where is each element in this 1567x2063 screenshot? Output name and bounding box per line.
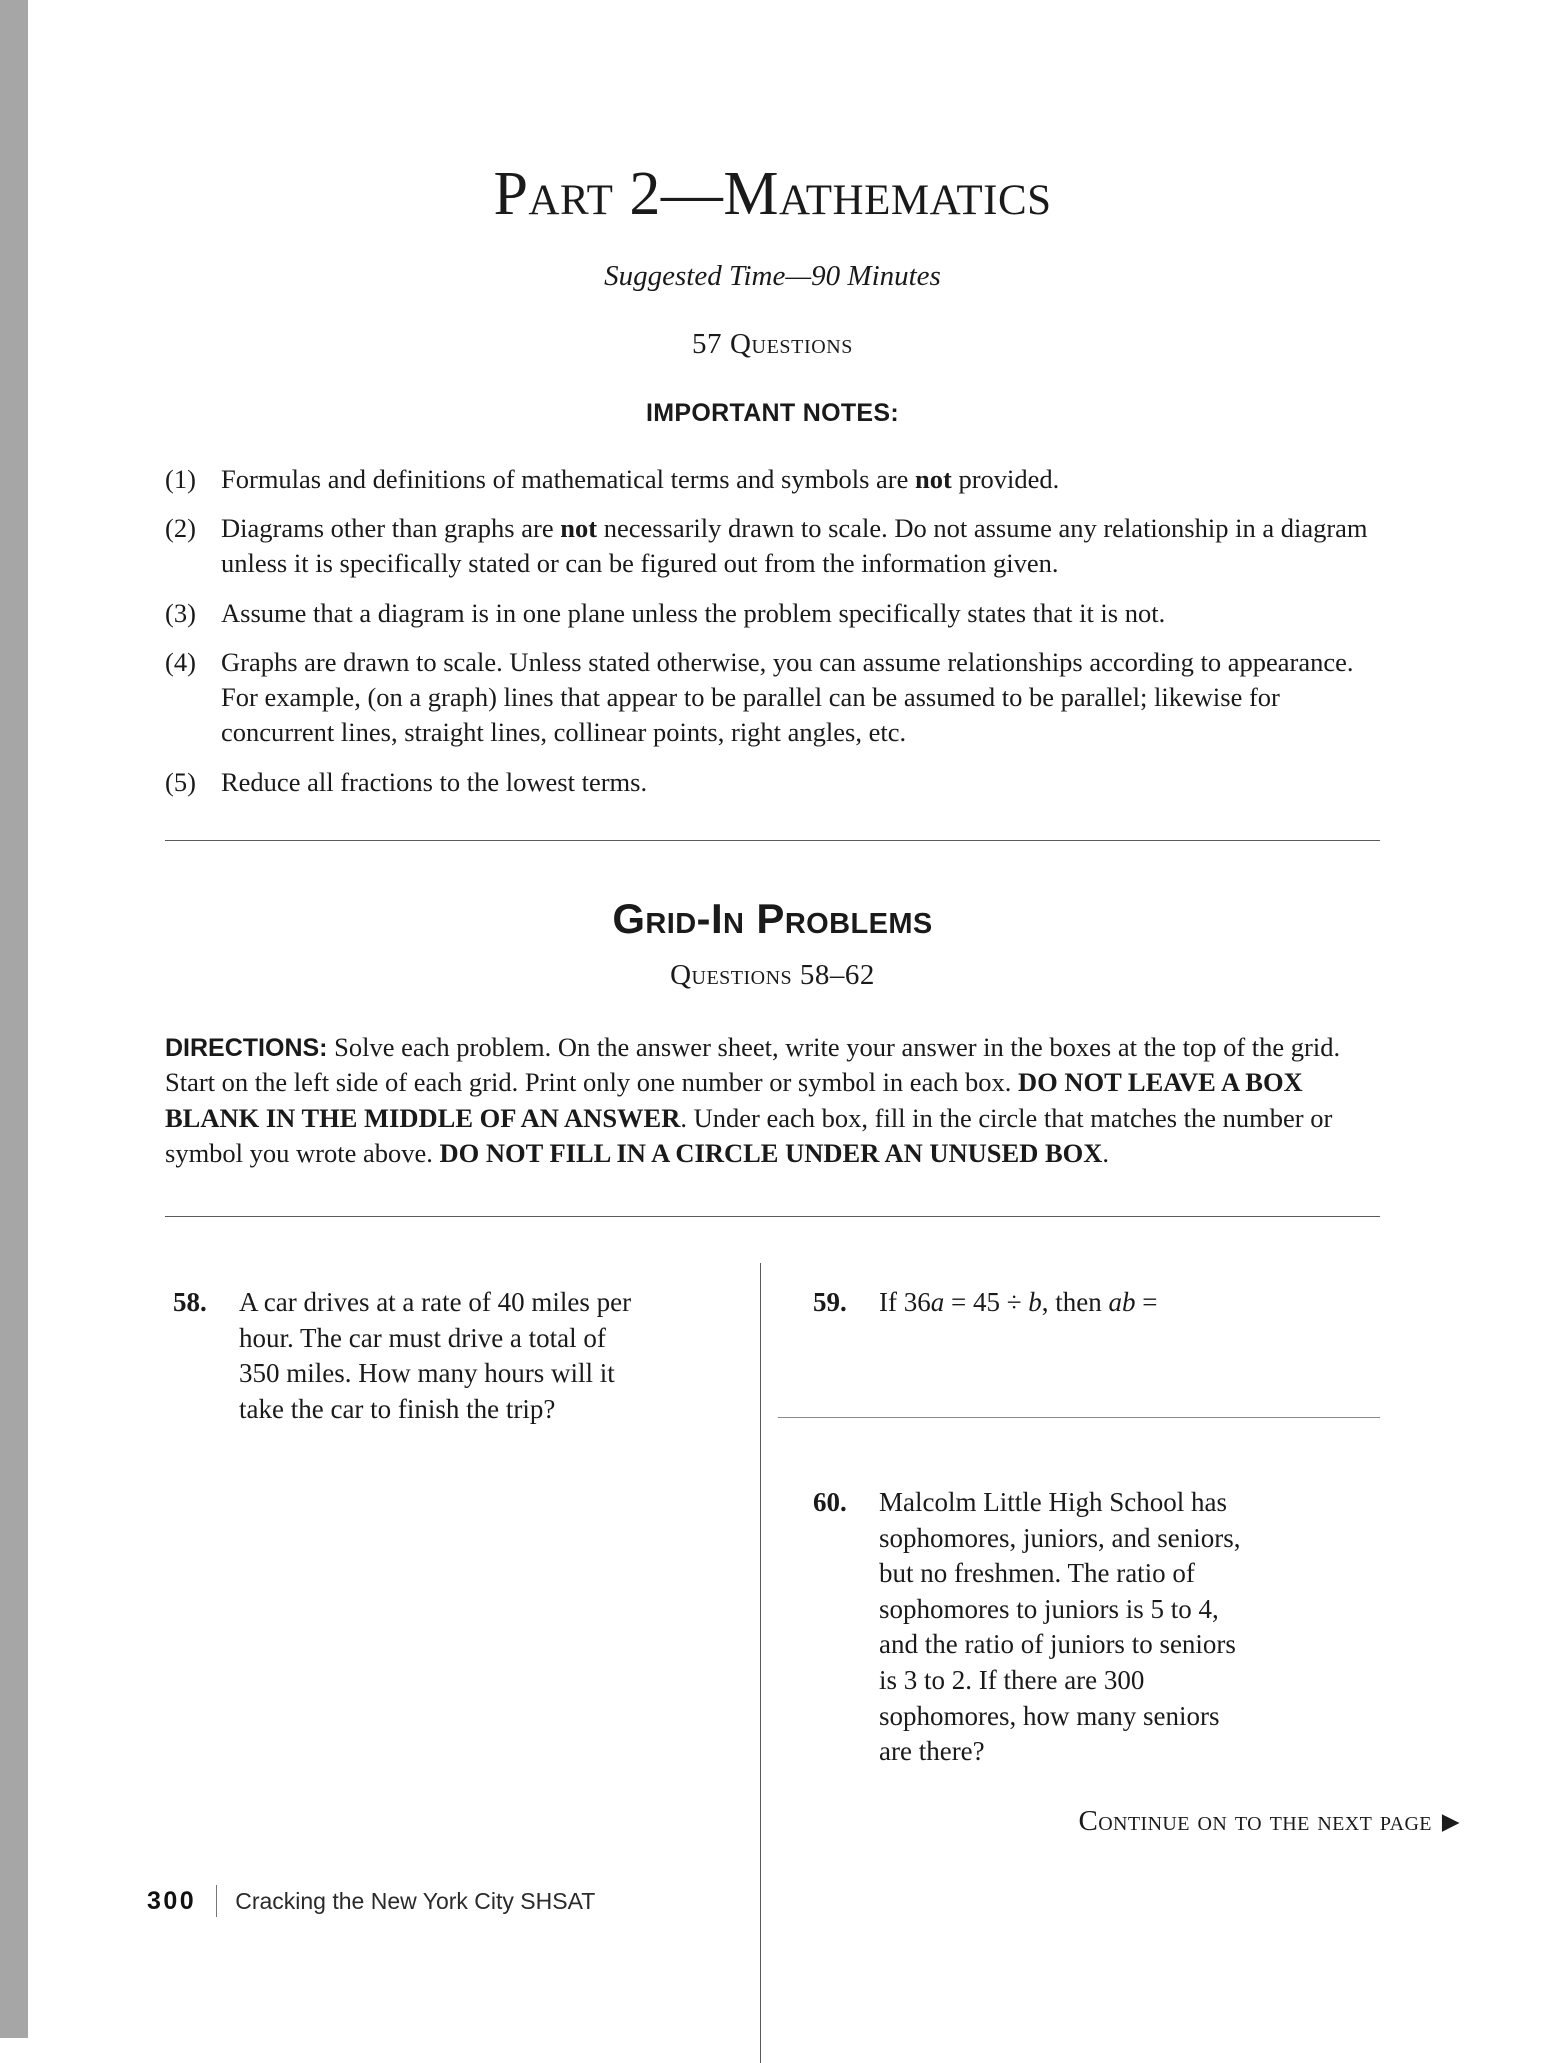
note-item [165, 511, 1380, 581]
column-divider [760, 1263, 761, 2063]
page-edge-band [0, 0, 28, 2038]
footer-separator [216, 1885, 217, 1917]
problem-59 [813, 1285, 1253, 1321]
problem-number: 60. [813, 1486, 847, 1517]
problem-number: 58. [173, 1286, 207, 1317]
page [85, 0, 1567, 2038]
problem-text: If 36a = 45 ÷ b, then ab = [879, 1286, 1158, 1317]
note-text: Formulas and definitions of mathematical terms and symbols are not provided. [221, 464, 1060, 494]
important-notes-heading: IMPORTANT NOTES: [646, 399, 899, 427]
important-notes-list [165, 462, 1380, 800]
question-count: 57 Questions [691, 328, 854, 360]
gridin-heading: Grid-In Problems [612, 894, 933, 942]
note-item [165, 645, 1380, 751]
note-number: (5) [165, 766, 196, 797]
directions-body: Solve each problem. On the answer sheet, write your answer in the boxes at the top of the grid. Start on the left side of each grid. Print only one number or symbol in each box. DO NOT LEAVE A BOX BLANK IN THE MIDDLE OF AN ANSWER. Under each box, fill in the circle that matches the number or symbol you wrote above. DO NOT FILL IN A CIRCLE UNDER AN UNUSED BOX. [165, 1031, 1341, 1169]
page-edge-margin [28, 0, 85, 2038]
divider-after-notes [165, 840, 1380, 841]
problem-text: A car drives at a rate of 40 miles per hour. The car must drive a total of 350 miles. How many hours will it take the car to finish the trip? [239, 1286, 632, 1424]
divider-between-q59-q60 [778, 1417, 1380, 1418]
footer-page-number: 300 [147, 1886, 197, 1915]
page-footer [147, 1885, 595, 1917]
page-title: Part 2—Mathematics [493, 160, 1052, 228]
suggested-time: Suggested Time—90 Minutes [604, 260, 941, 292]
problem-number: 59. [813, 1286, 847, 1317]
triangle-right-icon: ▶ [1441, 1809, 1460, 1834]
note-number: (2) [165, 513, 196, 544]
note-number: (4) [165, 646, 196, 677]
problems-area [165, 1257, 1380, 1767]
problem-text: Malcolm Little High School has sophomores, juniors, and seniors, but no freshmen. The ratio of sophomores to juniors is 5 to 4, and the ratio of juniors to seniors is 3 to 2. If there are 300 sophomores, how many seniors are there? [879, 1486, 1241, 1767]
divider-after-directions [165, 1216, 1380, 1217]
page-content [147, 0, 1460, 1915]
note-text: Graphs are drawn to scale. Unless stated otherwise, you can assume relationships according to appearance. For example, (on a graph) lines that appear to be parallel can be assumed to be parallel; likewise for concurrent lines, straight lines, collinear points, right angles, etc. [221, 646, 1354, 748]
directions-label: DIRECTIONS: [165, 1033, 328, 1062]
gridin-question-range: Questions 58–62 [670, 958, 875, 991]
note-number: (3) [165, 597, 196, 628]
note-text: Assume that a diagram is in one plane unless the problem specifically states that it is not. [221, 597, 1166, 628]
note-number: (1) [165, 464, 196, 494]
directions-paragraph [165, 1030, 1380, 1172]
continue-notice [165, 1805, 1460, 1838]
note-item [165, 596, 1380, 631]
problem-58 [173, 1285, 643, 1428]
problem-60 [813, 1485, 1253, 1770]
continue-label: Continue on to the next page [1078, 1805, 1432, 1837]
footer-book-title: Cracking the New York City SHSAT [235, 1887, 596, 1914]
note-item [165, 462, 1380, 497]
note-text: Reduce all fractions to the lowest terms. [221, 766, 648, 797]
note-text: Diagrams other than graphs are not necessarily drawn to scale. Do not assume any relationship in a diagram unless it is specifically stated or can be figured out from the information given. [221, 513, 1368, 579]
note-item [165, 765, 1380, 800]
